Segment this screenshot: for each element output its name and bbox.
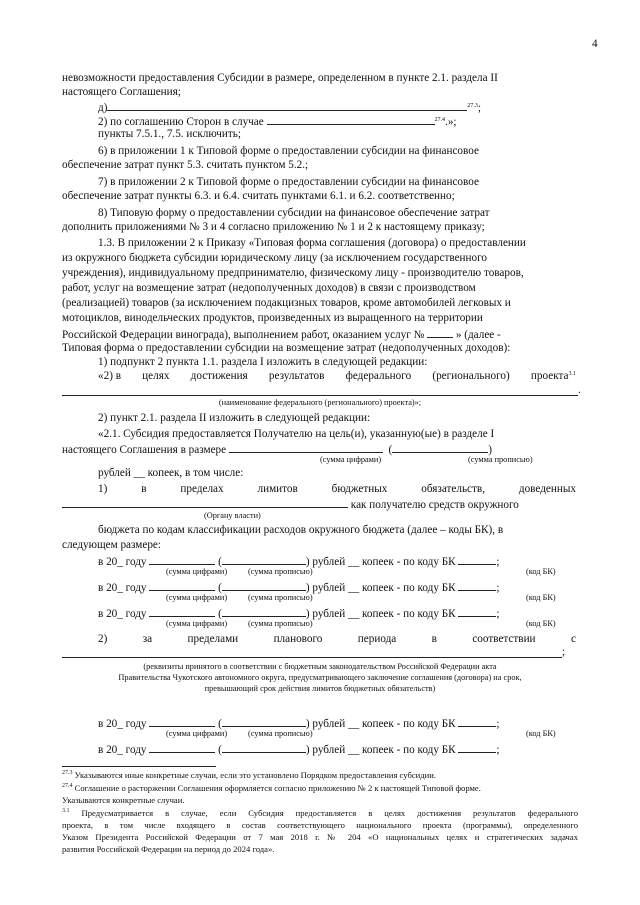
line-text: 8) Типовую форму о предоставлении субсидии на финансовое обеспечение затрат (98, 207, 490, 219)
line-text: 2) по соглашению Сторон в случае (98, 116, 264, 128)
blank-field (222, 606, 306, 617)
text-line: . (578, 384, 581, 396)
line-text: 7) в приложении 2 к Типовой форме о предоставлении субсидии на финансовое (98, 176, 479, 188)
text-line: рублей __ копеек, в том числе: (98, 467, 244, 479)
field-caption: (код БК) (526, 567, 556, 576)
text-line: 1.3. В приложении 2 к Приказу «Типовая форма соглашения (договора) о предоставлении (98, 237, 526, 249)
blank-field (149, 716, 215, 727)
footnote (62, 795, 578, 806)
line-text: «2.1. Субсидия предоставляется Получателю на цель(и), указанную(ые) в разделе I (98, 428, 495, 440)
word: обязательств, (421, 483, 485, 495)
blank-field (458, 606, 496, 617)
footnote-text: Указываются иные конкретные случаи, если это установлено Порядком предоставления субсидии. (74, 770, 436, 780)
blank-field (267, 114, 435, 125)
text-line (98, 176, 576, 189)
line-text: д) (98, 102, 108, 114)
text-line: обеспечение затрат пункт 5.3. считать пунктом 5.2.; (62, 159, 309, 171)
page-number: 4 (592, 38, 598, 50)
footnote-ref: 27.3 (467, 103, 478, 109)
text-line: обеспечение затрат пункты 6.3. и 6.4. считать пунктами 6.1. и 6.2. соответственно; (62, 190, 455, 202)
footnote-text: Предусматривается в случае, если Субсидия предоставляется в целях достижения результатов федерального (81, 808, 579, 818)
text-line (62, 442, 492, 457)
line-text: ( (218, 582, 222, 594)
blank-field (392, 442, 488, 453)
text-line: дополнить приложениями № 3 и 4 согласно приложению № 1 и 2 к настоящему приказу; (62, 221, 485, 233)
line-text: ; (496, 718, 500, 730)
text-line: настоящего Соглашения; (62, 86, 181, 98)
footnote-text: Соглашение о расторжении Соглашения оформляется согласно приложению № 2 к настоящей Типовой форме. (74, 783, 481, 793)
blank-field (458, 580, 496, 591)
line-text: ( (218, 718, 222, 730)
text-line: учреждения), индивидуальному предпринимателю, физическому лицу - производителю товаров, (62, 267, 524, 279)
line-text: ) рублей __ копеек - по коду БК (305, 718, 456, 730)
text-line (98, 207, 576, 220)
word: 1) (98, 483, 108, 495)
word: результатов (268, 370, 325, 382)
blank-field (458, 554, 496, 565)
field-caption: (код БК) (526, 729, 556, 738)
blank-field (149, 742, 215, 753)
footnote (62, 783, 578, 794)
line-text: ( (218, 608, 222, 620)
blank-field (222, 716, 306, 727)
blank-line (62, 657, 562, 658)
line-text: ; (496, 556, 500, 568)
blank-field (222, 554, 306, 565)
line-text: ; (496, 582, 500, 594)
footnote-mark: 3.1 (62, 808, 70, 814)
line-text: в 20_ году (98, 608, 147, 620)
blank-field (149, 606, 215, 617)
line-text: в 20_ году (98, 744, 147, 756)
field-caption: (сумма прописью) (248, 729, 313, 738)
footnote-ref: 3.1 (568, 371, 576, 377)
text-line: 2) пункт 2.1. раздела II изложить в следующей редакции: (98, 412, 371, 424)
line-text: настоящего Соглашения в размере (62, 444, 227, 456)
field-caption: (код БК) (526, 593, 556, 602)
word: «2) в (98, 370, 121, 382)
line-text: ( (218, 744, 222, 756)
text-line (98, 524, 576, 537)
line-text: .»; (445, 116, 457, 128)
footnote-mark: 27.4 (62, 783, 73, 789)
footnote-mark: 27.3 (62, 770, 73, 776)
word: проекта (530, 370, 569, 382)
footnote (62, 770, 578, 781)
blank-field (427, 327, 453, 338)
caption-line: (реквизиты принятого в соответствии с бюджетным законодательством Российской Федерации акта (143, 662, 497, 671)
word: периода (357, 633, 397, 645)
word: лимитов (257, 483, 298, 495)
year-row (98, 742, 500, 757)
word: достижения (190, 370, 248, 382)
line-text: в 20_ году (98, 582, 147, 594)
word: за (142, 633, 153, 645)
field-caption: (сумма прописью) (468, 455, 533, 464)
field-caption (0, 661, 640, 694)
field-caption: (сумма прописью) (248, 619, 313, 628)
text-line (98, 145, 576, 158)
blank-field (229, 442, 383, 453)
footnote (62, 808, 578, 819)
line-text: ( (388, 444, 393, 456)
text-line: работ, услуг на возмещение затрат (недополученных доходов) в связи с производством (62, 282, 476, 294)
word (531, 370, 576, 383)
blank-field (458, 742, 496, 753)
footnote-text: Указываются конкретные случаи. (62, 795, 185, 805)
line-text: ; (496, 744, 500, 756)
text-line (98, 633, 576, 646)
line-text: в 20_ году (98, 556, 147, 568)
text-line (98, 370, 576, 383)
blank-line (62, 395, 578, 396)
text-line (62, 327, 501, 342)
footnote-text: развития Российской Федерации на период до 2024 года». (62, 844, 275, 854)
word: соответствии (472, 633, 536, 645)
word: в (431, 633, 437, 645)
field-caption: (сумма цифрами) (166, 567, 228, 576)
text-line: 1) подпункт 2 пункта 1.1. раздела I изложить в следующей редакции: (98, 356, 428, 368)
text-line: мотоциклов, винодельческих продуктов, произведенных из выращенного на территории (62, 312, 483, 324)
blank-field (149, 554, 215, 565)
text-line: Типовая форма о предоставлении субсидии на возмещение затрат (недополученных доходов): (62, 342, 511, 354)
line-text: ; (477, 102, 482, 114)
line-text: невозможности предоставления Субсидии в размере, определенном в пункте 2.1. раздела II (62, 72, 498, 84)
text-line: пункты 7.5.1., 7.5. исключить; (98, 128, 242, 140)
footnote (62, 820, 578, 831)
field-caption: (сумма цифрами) (166, 729, 228, 738)
text-line (98, 100, 481, 115)
caption-line: Правительства Чукотского автономного округа, предусматривающего заключение соглашения (договора) на срок, (118, 673, 522, 682)
blank-field (458, 716, 496, 727)
text-line (98, 114, 457, 129)
line-text: ; (496, 608, 500, 620)
word: с (570, 633, 576, 645)
blank-field (222, 580, 306, 591)
word: 2) (98, 633, 108, 645)
word: бюджетных (331, 483, 388, 495)
field-caption: (сумма прописью) (248, 567, 313, 576)
line-text: ) рублей __ копеек - по коду БК (305, 582, 456, 594)
line-text: ) рублей __ копеек - по коду БК (305, 608, 456, 620)
line-text: ) (488, 444, 492, 456)
text-line: из окружного бюджета субсидии юридическому лицу (за исключением государственного (62, 252, 488, 264)
field-caption: (Органу власти) (204, 511, 261, 520)
word: (регионального) (432, 370, 510, 382)
blank-field (149, 580, 215, 591)
text-line (62, 497, 519, 512)
text-line (98, 483, 576, 496)
footnote-ref: 27.4 (434, 117, 446, 123)
line-text: 6) в приложении 1 к Типовой форме о предоставлении субсидии на финансовое (98, 145, 479, 157)
word: пределах (180, 483, 224, 495)
blank-field (107, 100, 467, 111)
footnote-text: проекта, в том числе входящего в состав соответствующего национального проекта (программы), определенного (62, 820, 578, 830)
word: пределами (187, 633, 239, 645)
line-text: как получателю средств окружного (350, 499, 519, 511)
text-line: (реализацией) товаров (за исключением подакцизных товаров, кроме автомобилей легковых и (62, 297, 511, 309)
footnote (62, 832, 578, 843)
footnote-separator (62, 766, 216, 767)
line-text: бюджета по кодам классификации расходов окружного бюджета (далее – коды БК), в (98, 524, 504, 536)
field-caption: (сумма цифрами) (166, 593, 228, 602)
field-caption: (сумма прописью) (248, 593, 313, 602)
word: в (141, 483, 147, 495)
field-caption: (код БК) (526, 619, 556, 628)
word: доведенных (518, 483, 576, 495)
field-caption: (наименование федерального (регионального) проекта)»; (218, 398, 422, 407)
word: планового (273, 633, 323, 645)
field-caption: (сумма цифрами) (320, 455, 382, 464)
line-text: » (далее - (455, 329, 501, 341)
text-line (62, 72, 576, 85)
blank-field (222, 742, 306, 753)
line-text: ( (218, 556, 222, 568)
footnote (62, 844, 578, 855)
text-line (98, 428, 576, 441)
word: целях (142, 370, 170, 382)
footnote-text: Указом Президента Российской Федерации от 7 мая 2018 г. № 204 «О национальных целях и стратегических задачах (62, 832, 578, 842)
line-text: ) рублей __ копеек - по коду БК (305, 556, 456, 568)
line-text: в 20_ году (98, 718, 147, 730)
text-line: следующем размере: (62, 539, 161, 551)
caption-line: превышающий срок действия лимитов бюджетных обязательств) (204, 684, 436, 693)
field-caption: (сумма цифрами) (166, 619, 228, 628)
word: федерального (345, 370, 412, 382)
line-text: ) рублей __ копеек - по коду БК (305, 744, 456, 756)
text-line: ; (562, 646, 566, 658)
blank-field (62, 497, 348, 508)
line-text: Российской Федерации винограда), выполнением работ, оказанием услуг № (62, 329, 425, 341)
